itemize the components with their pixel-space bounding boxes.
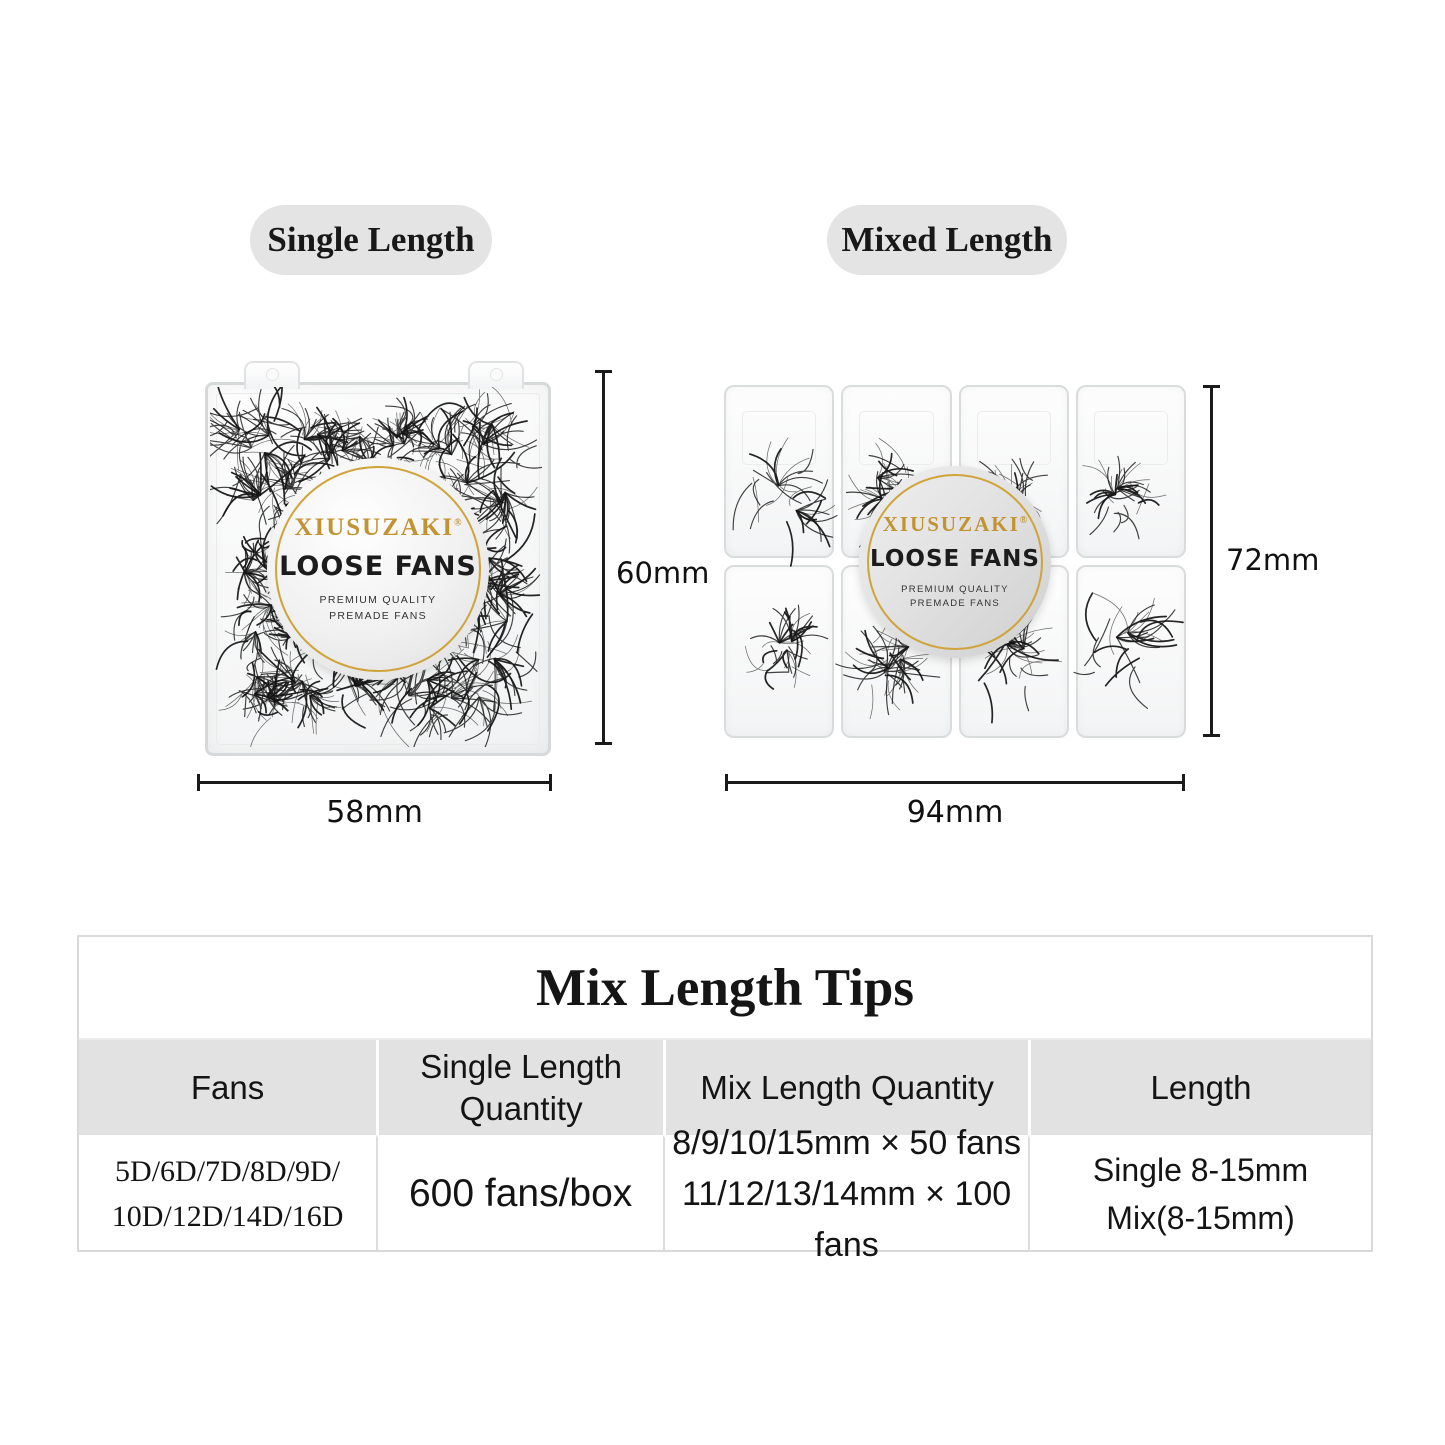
cell-single-length-quantity: 600 fans/box (376, 1135, 663, 1250)
dimension-line-single-width (197, 781, 552, 784)
mix-length-tips-table (77, 935, 1373, 1264)
single-length-badge: Single Length (250, 205, 492, 275)
mixed-length-box-photo (722, 383, 1188, 740)
dimension-line-single-height (602, 370, 605, 745)
dimension-line-mixed-height (1210, 385, 1213, 737)
dimension-label-single-height: 60mm (616, 556, 710, 590)
brand-name: XIUSUZAKI® (294, 513, 462, 541)
brand-sticker (859, 466, 1051, 658)
table-grid (79, 1040, 1371, 1264)
registered-mark: ® (454, 517, 462, 529)
cell-mix-length-quantity: 8/9/10/15mm × 50 fans 11/12/13/14mm × 100 fans (663, 1135, 1028, 1250)
col-header-length: Length (1028, 1040, 1371, 1135)
dimension-label-mixed-height: 72mm (1226, 543, 1320, 577)
dimension-label-mixed-width: 94mm (906, 795, 1004, 830)
brand-sticker (267, 458, 489, 680)
dimension-line-mixed-width (725, 781, 1185, 784)
box-hinge-right (468, 361, 524, 389)
product-name: LOOSE FANS (279, 550, 477, 582)
registered-mark: ® (1019, 514, 1028, 526)
cell-length: Single 8-15mm Mix(8-15mm) (1028, 1135, 1371, 1250)
col-header-mix-length-quantity: Mix Length Quantity (663, 1040, 1028, 1135)
mixed-length-badge: Mixed Length (827, 205, 1067, 275)
tagline: PREMIUM QUALITY PREMADE FANS (901, 583, 1009, 609)
col-header-single-length-quantity: Single Length Quantity (376, 1040, 663, 1135)
product-name: LOOSE FANS (870, 545, 1040, 572)
col-header-fans: Fans (79, 1040, 376, 1135)
brand-name: XIUSUZAKI® (882, 511, 1028, 536)
box-hinge-left (244, 361, 300, 389)
table-title: Mix Length Tips (79, 937, 1371, 1040)
tagline: PREMIUM QUALITY PREMADE FANS (319, 593, 437, 622)
single-length-box-photo (205, 382, 551, 756)
dimension-label-single-width: 58mm (326, 795, 423, 830)
cell-fans: 5D/6D/7D/8D/9D/ 10D/12D/14D/16D (79, 1135, 376, 1250)
